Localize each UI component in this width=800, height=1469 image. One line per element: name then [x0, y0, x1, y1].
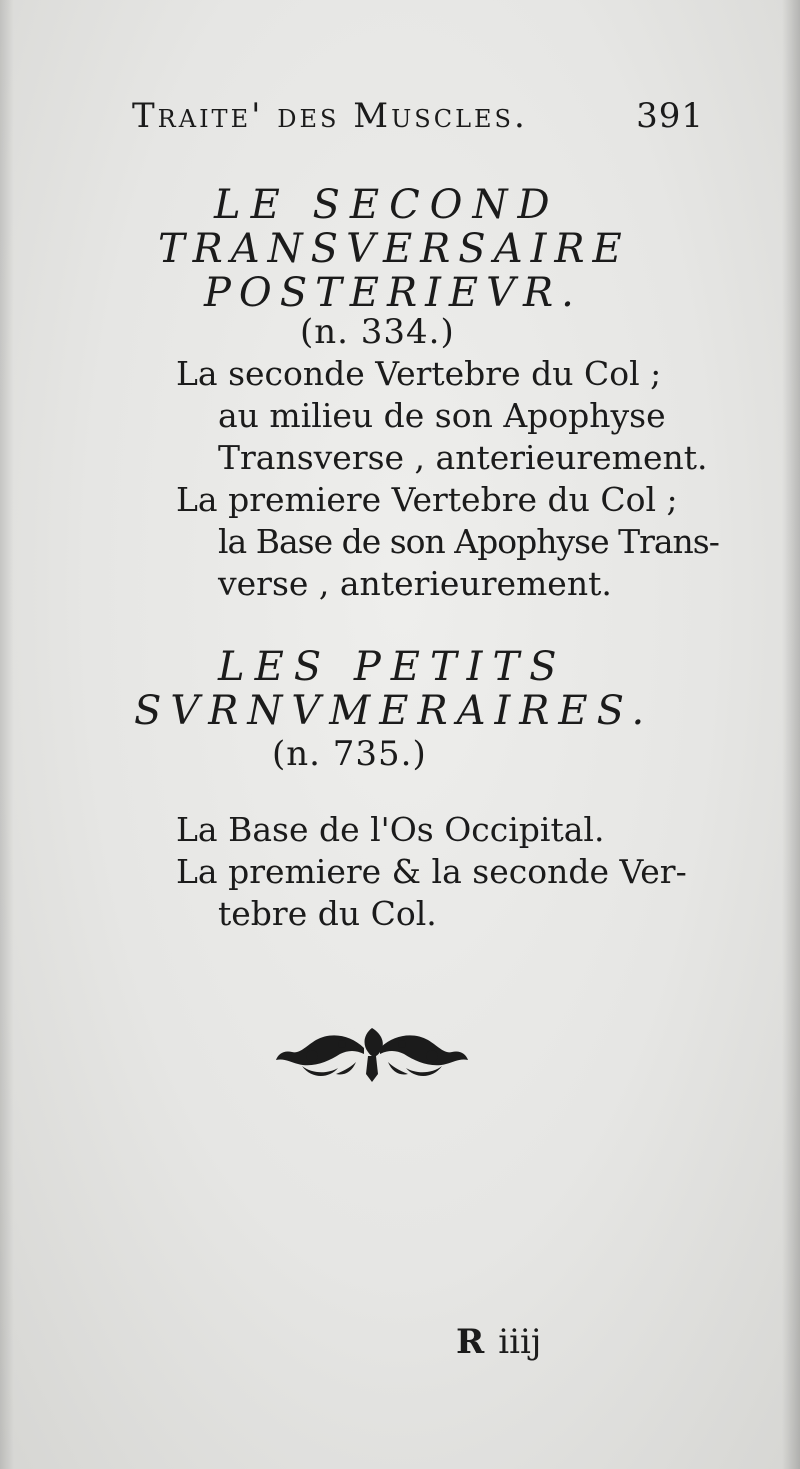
page-number: 391	[636, 96, 704, 136]
page-left-shadow	[0, 0, 14, 1469]
text-line: Transverse , anterieurement.	[218, 438, 708, 477]
section-heading-line: POSTERIEVR.	[204, 270, 582, 316]
page-right-shadow	[782, 0, 800, 1469]
floral-tailpiece-ornament-icon	[272, 1022, 472, 1086]
signature-letter: R	[456, 1322, 485, 1362]
section-reference: (n. 334.)	[300, 312, 455, 352]
running-head-title: Traite' des Muscles.	[132, 96, 528, 136]
text-line: au milieu de son Apophyse	[218, 396, 666, 435]
section-heading-line: TRANSVERSAIRE	[158, 226, 630, 272]
text-line: La premiere & la seconde Ver-	[176, 852, 687, 891]
signature-number: iiij	[498, 1322, 542, 1362]
text-line: tebre du Col.	[218, 894, 437, 933]
section-heading-line: SVRNVMERAIRES.	[134, 688, 654, 734]
text-line: la Base de son Apophyse Trans-	[218, 522, 719, 561]
running-head	[132, 96, 704, 146]
signature-mark	[456, 1322, 541, 1362]
section-heading-line: LES PETITS	[218, 644, 567, 690]
text-line: La premiere Vertebre du Col ;	[176, 480, 678, 519]
text-line: La Base de l'Os Occipital.	[176, 810, 605, 849]
section-heading-line: LE SECOND	[214, 182, 560, 228]
text-line: verse , anterieurement.	[218, 564, 612, 603]
section-reference: (n. 735.)	[272, 734, 427, 774]
text-line: La seconde Vertebre du Col ;	[176, 354, 662, 393]
